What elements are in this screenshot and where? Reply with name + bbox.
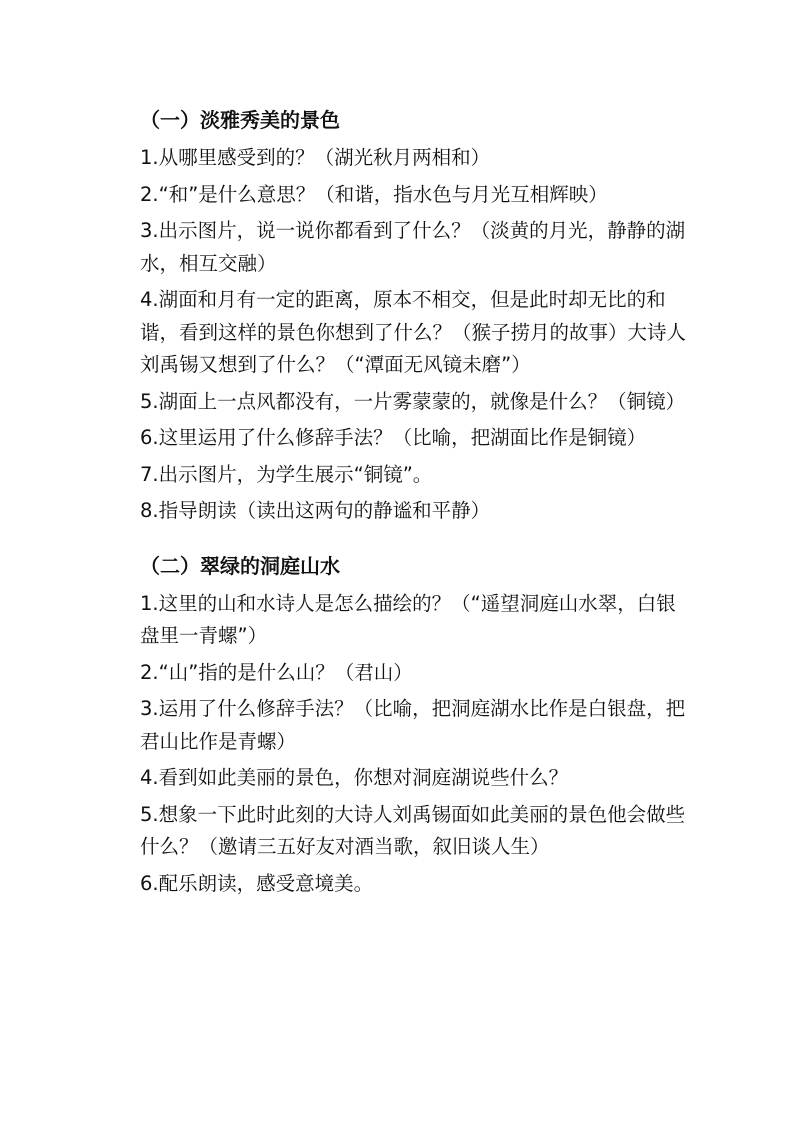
question-item: 1.从哪里感受到的？（湖光秋月两相和） bbox=[140, 146, 491, 169]
question-item: 4.湖面和月有一定的距离，原本不相交，但是此时却无比的和谐，看到这样的景色你想到了什么？（猴子捞月的故事）大诗人刘禹锡又想到了什么？（“潭面无风镜未磨”） bbox=[140, 288, 687, 376]
question-item: 7.出示图片，为学生展示“铜镜”。 bbox=[140, 462, 433, 486]
section-heading: （一）淡雅秀美的景色 bbox=[140, 108, 340, 132]
question-item: 2.“山”指的是什么山？（君山） bbox=[140, 660, 413, 684]
section-1 bbox=[140, 104, 734, 528]
question-item: 3.运用了什么修辞手法？（比喻，把洞庭湖水比作是白银盘，把君山比作是青螺） bbox=[140, 697, 686, 753]
question-item: 5.湖面上一点风都没有，一片雾蒙蒙的，就像是什么？（铜镜） bbox=[140, 389, 686, 413]
question-item: 6.这里运用了什么修辞手法？（比喻，把湖面比作是铜镜） bbox=[140, 426, 647, 449]
question-item: 2.“和”是什么意思？（和谐，指水色与月光互相辉映） bbox=[140, 182, 608, 206]
question-item: 4.看到如此美丽的景色，你想对洞庭湖说些什么？ bbox=[140, 766, 569, 789]
section-2 bbox=[140, 550, 734, 901]
question-item: 1.这里的山和水诗人是怎么描绘的？（“遥望洞庭山水翠，白银盘里一青螺”） bbox=[140, 591, 676, 647]
question-item: 8.指导朗读（读出这两句的静谧和平静） bbox=[140, 499, 491, 522]
question-item: 3.出示图片，说一说你都看到了什么？（淡黄的月光，静静的湖水，相互交融） bbox=[140, 219, 686, 275]
question-item: 5.想象一下此时此刻的大诗人刘禹锡面如此美丽的景色他会做些什么？（邀请三五好友对酒当歌，叙旧谈人生） bbox=[140, 802, 686, 858]
question-item: 6.配乐朗读，感受意境美。 bbox=[140, 871, 374, 895]
section-heading: （二）翠绿的洞庭山水 bbox=[140, 553, 340, 578]
